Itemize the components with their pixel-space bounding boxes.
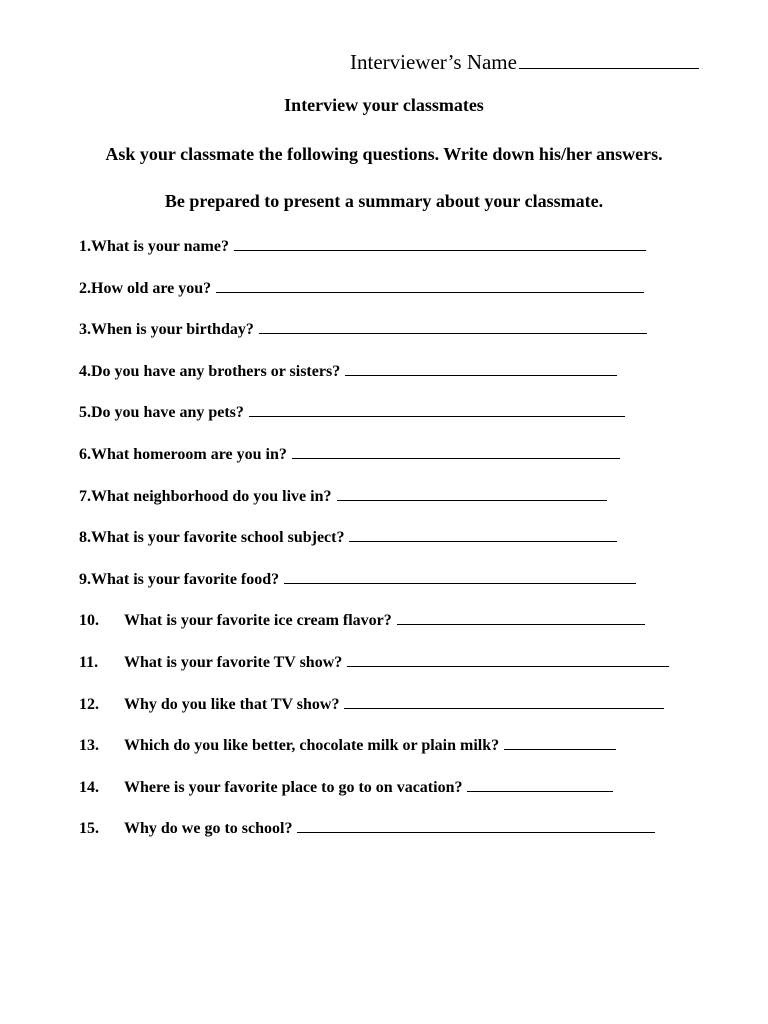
question-6 (79, 444, 719, 486)
interviewer-name-line (350, 48, 699, 75)
question-number: 14. (79, 778, 99, 796)
answer-blank[interactable] (349, 527, 617, 542)
interviewer-name-label: Interviewer’s Name (350, 50, 517, 74)
question-4 (79, 361, 719, 403)
interviewer-name-blank[interactable] (519, 48, 699, 69)
question-7 (79, 486, 719, 528)
question-text: What is your favorite school subject? (91, 529, 345, 547)
question-10 (79, 610, 719, 652)
answer-blank[interactable] (347, 652, 669, 667)
question-number: 3. (79, 321, 91, 339)
question-5 (79, 402, 719, 444)
answer-blank[interactable] (292, 444, 620, 459)
question-8 (79, 527, 719, 569)
question-13 (79, 735, 719, 777)
question-text: Why do you like that TV show? (124, 695, 340, 713)
answer-blank[interactable] (259, 319, 647, 334)
answer-blank[interactable] (337, 486, 607, 501)
question-2 (79, 278, 719, 320)
question-text: When is your birthday? (91, 321, 254, 339)
question-text: What is your favorite ice cream flavor? (124, 612, 392, 630)
answer-blank[interactable] (344, 694, 664, 709)
question-text: What homeroom are you in? (91, 445, 287, 463)
page-title: Interview your classmates (284, 95, 484, 115)
answer-blank[interactable] (249, 402, 625, 417)
answer-blank[interactable] (216, 278, 644, 293)
question-number: 10. (79, 612, 99, 630)
question-text: Which do you like better, chocolate milk or plain milk? (124, 737, 500, 755)
question-text: What is your favorite TV show? (124, 653, 343, 671)
answer-blank[interactable] (504, 735, 616, 750)
question-number: 4. (79, 362, 91, 380)
question-text: How old are you? (91, 279, 212, 297)
answer-blank[interactable] (345, 361, 617, 376)
question-number: 5. (79, 404, 91, 422)
answer-blank[interactable] (467, 777, 613, 792)
question-number: 13. (79, 737, 99, 755)
question-text: Do you have any pets? (91, 404, 244, 422)
question-text: What neighborhood do you live in? (91, 487, 332, 505)
question-number: 11. (79, 653, 99, 671)
question-number: 9. (79, 570, 91, 588)
question-1 (79, 236, 719, 278)
question-number: 6. (79, 445, 91, 463)
question-text: Do you have any brothers or sisters? (91, 362, 341, 380)
question-list (79, 236, 719, 860)
question-11 (79, 652, 719, 694)
question-12 (79, 694, 719, 736)
question-number: 15. (79, 820, 99, 838)
question-3 (79, 319, 719, 361)
answer-blank[interactable] (234, 236, 646, 251)
instruction-line-2: Be prepared to present a summary about your classmate. (164, 191, 604, 211)
question-text: What is your name? (91, 238, 229, 255)
answer-blank[interactable] (397, 610, 645, 625)
question-number: 7. (79, 487, 91, 505)
answer-blank[interactable] (297, 818, 655, 833)
answer-blank[interactable] (284, 569, 636, 584)
question-text: Why do we go to school? (124, 820, 293, 838)
question-9 (79, 569, 719, 611)
question-15 (79, 818, 719, 860)
question-text: Where is your favorite place to go to on vacation? (124, 778, 463, 796)
question-number: 1. (79, 238, 91, 255)
question-number: 8. (79, 529, 91, 547)
instruction-line-1: Ask your classmate the following questions. Write down his/her answers. (105, 144, 663, 164)
question-text: What is your favorite food? (91, 570, 280, 588)
question-number: 12. (79, 695, 99, 713)
question-number: 2. (79, 279, 91, 297)
question-14 (79, 777, 719, 819)
